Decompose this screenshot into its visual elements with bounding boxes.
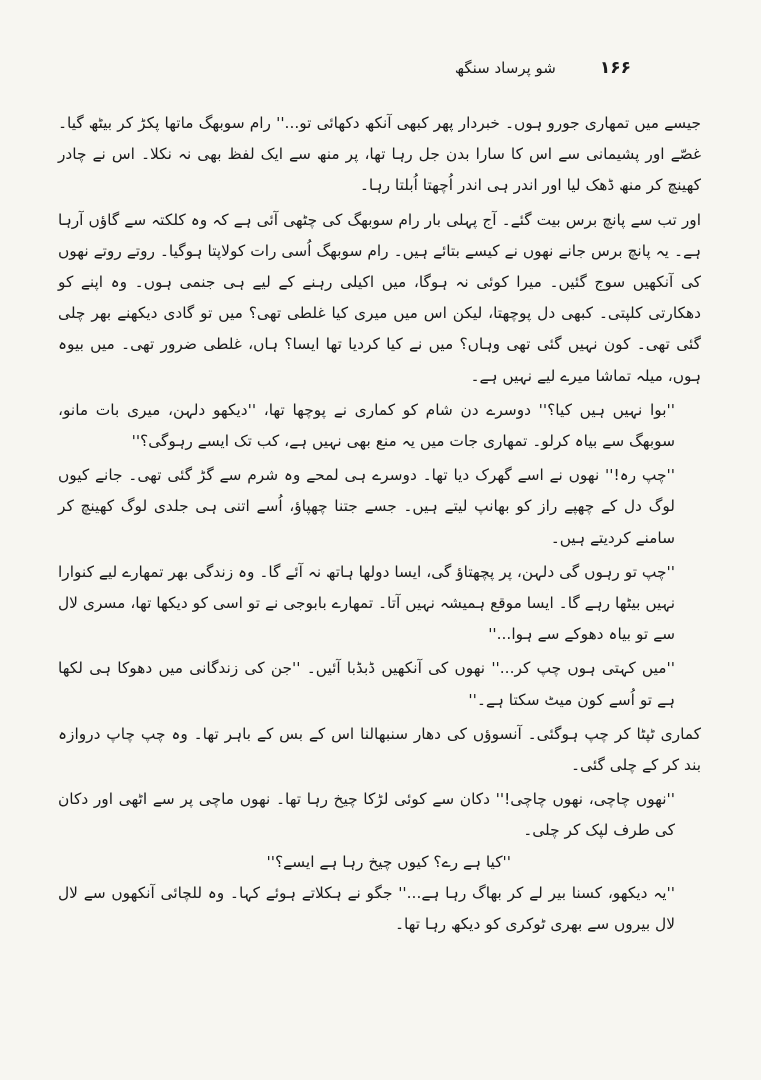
page-body — [58, 108, 701, 940]
paragraph: ''چپ تو رہوں گی دلہن، پر پچھتاؤ گی، ایسا دولھا ہاتھ نہ آئے گا۔ وہ زندگی بھر تمھارے لیے کنوارا نہیں بیٹھا رہے گا۔ ایسا موقع ہمیشہ نہیں آتا۔ تمھارے بابوجی نے تو اسی کو دیکھا تھا، مسری لال سے تو بیاہ دھوکے سے ہوا...'' — [58, 562, 675, 644]
paragraph: ''میں کہتی ہوں چپ کر...'' نھوں کی آنکھیں ڈبڈبا آئیں۔ ''جن کی زندگانی میں دھوکا ہی لکھا ہے تو اُسے کون میٹ سکتا ہے۔'' — [58, 659, 675, 709]
paragraph: اور تب سے پانچ برس بیت گئے۔ آج پہلی بار رام سوبھگ کی چٹھی آئی ہے کہ وہ کلکتہ سے گاؤں آرہا ہے۔ یہ پانچ برس جانے نھوں نے کیسے بتائے ہیں۔ رام سوبھگ اُسی رات کولاپتا ہوگیا۔ روتے روتے نھوں کی آنکھیں سوج گئیں۔ میرا کوئی نہ ہوگا، میں اکیلی رہنے کے لیے ہی جنمی ہوں۔ وہ اپنے کو دھکارتی کلپتی۔ کبھی دل پوچھتا، لیکن اس میں میری کیا غلطی تھی؟ میں تو گادی دیکھنے بھر چلی گئی تھی۔ کون نہیں گئی تھی وہاں؟ میں نے کیا کردیا تھا ایسا؟ ہاں، غلطی ضرور تھی۔ میں بیوہ ہوں، میلہ تماشا میرے لیے نہیں ہے۔ — [58, 210, 701, 385]
paragraph: ''کیا ہے رے؟ کیوں چیخ رہا ہے ایسے؟'' — [266, 852, 511, 871]
page-header — [58, 58, 701, 98]
page-number: ۱۶۶ — [599, 58, 631, 78]
paragraph: ''چپ رہ!'' نھوں نے اسے گھرک دیا تھا۔ دوسرے ہی لمحے وہ شرم سے گڑ گئی تھی۔ جانے کیوں لوگ دل کے چھپے راز کو بھانپ لیتے ہیں۔ جسے جتنا چھپاؤ، اُسے اتنی ہی جلدی لوگ کھینچ کر سامنے کردیتے ہیں۔ — [58, 466, 675, 547]
paragraph: جیسے میں تمھاری جورو ہوں۔ خبردار پھر کبھی آنکھ دکھائی تو...'' رام سوبھگ ماتھا پکڑ کر بیٹھ گیا۔ غصّے اور پشیمانی سے اس کا سارا بدن جل رہا تھا، پر منھ سے ایک لفظ بھی نہ نکلا۔ اس نے چادر کھینچ کر منھ ڈھک لیا اور اندر ہی اندر اُچھتا اُبلتا رہا۔ — [58, 114, 701, 195]
paragraph: ''نھوں چاچی، نھوں چاچی!'' دکان سے کوئی لڑکا چیخ رہا تھا۔ نھوں ماچی پر سے اٹھی اور دکان کی طرف لپک کر چلی۔ — [58, 790, 675, 840]
running-title: شو پرساد سنگھ — [454, 59, 556, 77]
paragraph: کماری ٹپٹا کر چپ ہوگئی۔ آنسوؤں کی دھار سنبھالنا اس کے بس کے باہر تھا۔ وہ چپ چاپ دروازہ بند کر کے چلی گئی۔ — [58, 724, 701, 775]
paragraph: ''یہ دیکھو، کسنا بیر لے کر بھاگ رہا ہے...'' جگو نے ہکلاتے ہوئے کہا۔ وہ للچائی آنکھوں سے لال لال بیروں سے بھری ٹوکری کو دیکھ رہا تھا۔ — [58, 883, 675, 934]
paragraph: ''بوا نہیں ہیں کیا؟'' دوسرے دن شام کو کماری نے پوچھا تھا، ''دیکھو دلہن، میری بات مانو، سوبھگ سے بیاہ کرلو۔ تمھاری جات میں یہ منع بھی نہیں ہے، کب تک ایسے رہوگی؟'' — [58, 400, 675, 451]
